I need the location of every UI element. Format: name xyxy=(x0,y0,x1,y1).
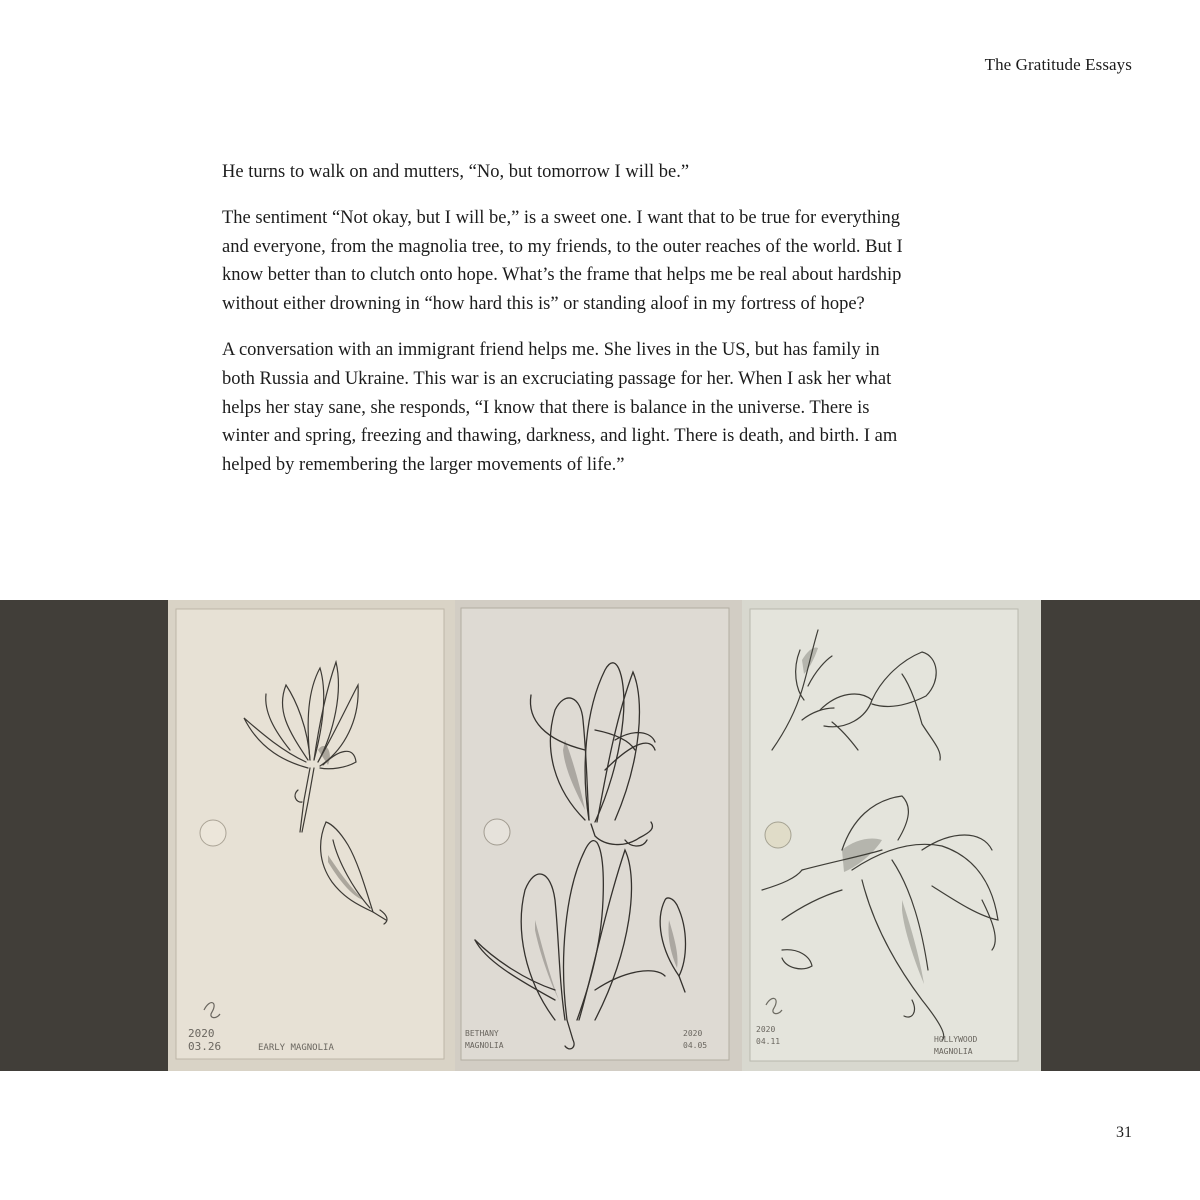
bethany-magnolia-date-year: 2020 xyxy=(683,1029,703,1038)
running-head: The Gratitude Essays xyxy=(984,55,1132,74)
early-magnolia-sketch xyxy=(168,600,455,1071)
bethany-magnolia-date-day: 04.05 xyxy=(683,1041,708,1050)
magnolia-sketches-figure xyxy=(0,600,1200,1071)
sketch-panel-bethany-magnolia xyxy=(455,600,742,1071)
bethany-magnolia-caption-line1: BETHANY xyxy=(465,1029,499,1038)
hollywood-magnolia-date-day: 04.11 xyxy=(756,1037,781,1046)
body-text xyxy=(222,158,912,497)
hollywood-magnolia-caption-line2: MAGNOLIA xyxy=(934,1047,973,1056)
early-magnolia-date-day: 03.26 xyxy=(188,1040,222,1053)
paragraph-1: He turns to walk on and mutters, “No, but tomorrow I will be.” xyxy=(222,162,690,182)
bethany-magnolia-sketch xyxy=(455,600,742,1071)
paragraph-2: The sentiment “Not okay, but I will be,” is a sweet one. I want that to be true for everything and everyone, from the magnolia tree, to my friends, to the outer reaches of the world. But I know better than to clutch onto hope. What’s the frame that helps me be real about hardship without either drowning in “how hard this is” or standing aloof in my fortress of hope? xyxy=(222,207,903,315)
sketch-panel-hollywood-magnolia xyxy=(742,600,1041,1071)
paragraph-3: A conversation with an immigrant friend helps me. She lives in the US, but has family in both Russia and Ukraine. This war is an excruciating passage for her. When I ask her what helps her stay sane, she responds, “I know that there is balance in the universe. There is winter and spring, freezing and thawing, darkness, and light. There is death, and birth. I am helped by remembering the larger movements of life.” xyxy=(222,339,898,476)
early-magnolia-date-year: 2020 xyxy=(188,1027,215,1040)
hollywood-magnolia-caption-line1: HOLLYWOOD xyxy=(934,1035,978,1044)
hollywood-magnolia-sketch xyxy=(742,600,1041,1071)
hollywood-magnolia-date-year: 2020 xyxy=(756,1025,776,1034)
early-magnolia-caption: EARLY MAGNOLIA xyxy=(258,1043,334,1053)
page-number: 31 xyxy=(1116,1124,1132,1141)
bethany-magnolia-caption-line2: MAGNOLIA xyxy=(465,1041,504,1050)
sketch-panel-early-magnolia xyxy=(168,600,455,1071)
